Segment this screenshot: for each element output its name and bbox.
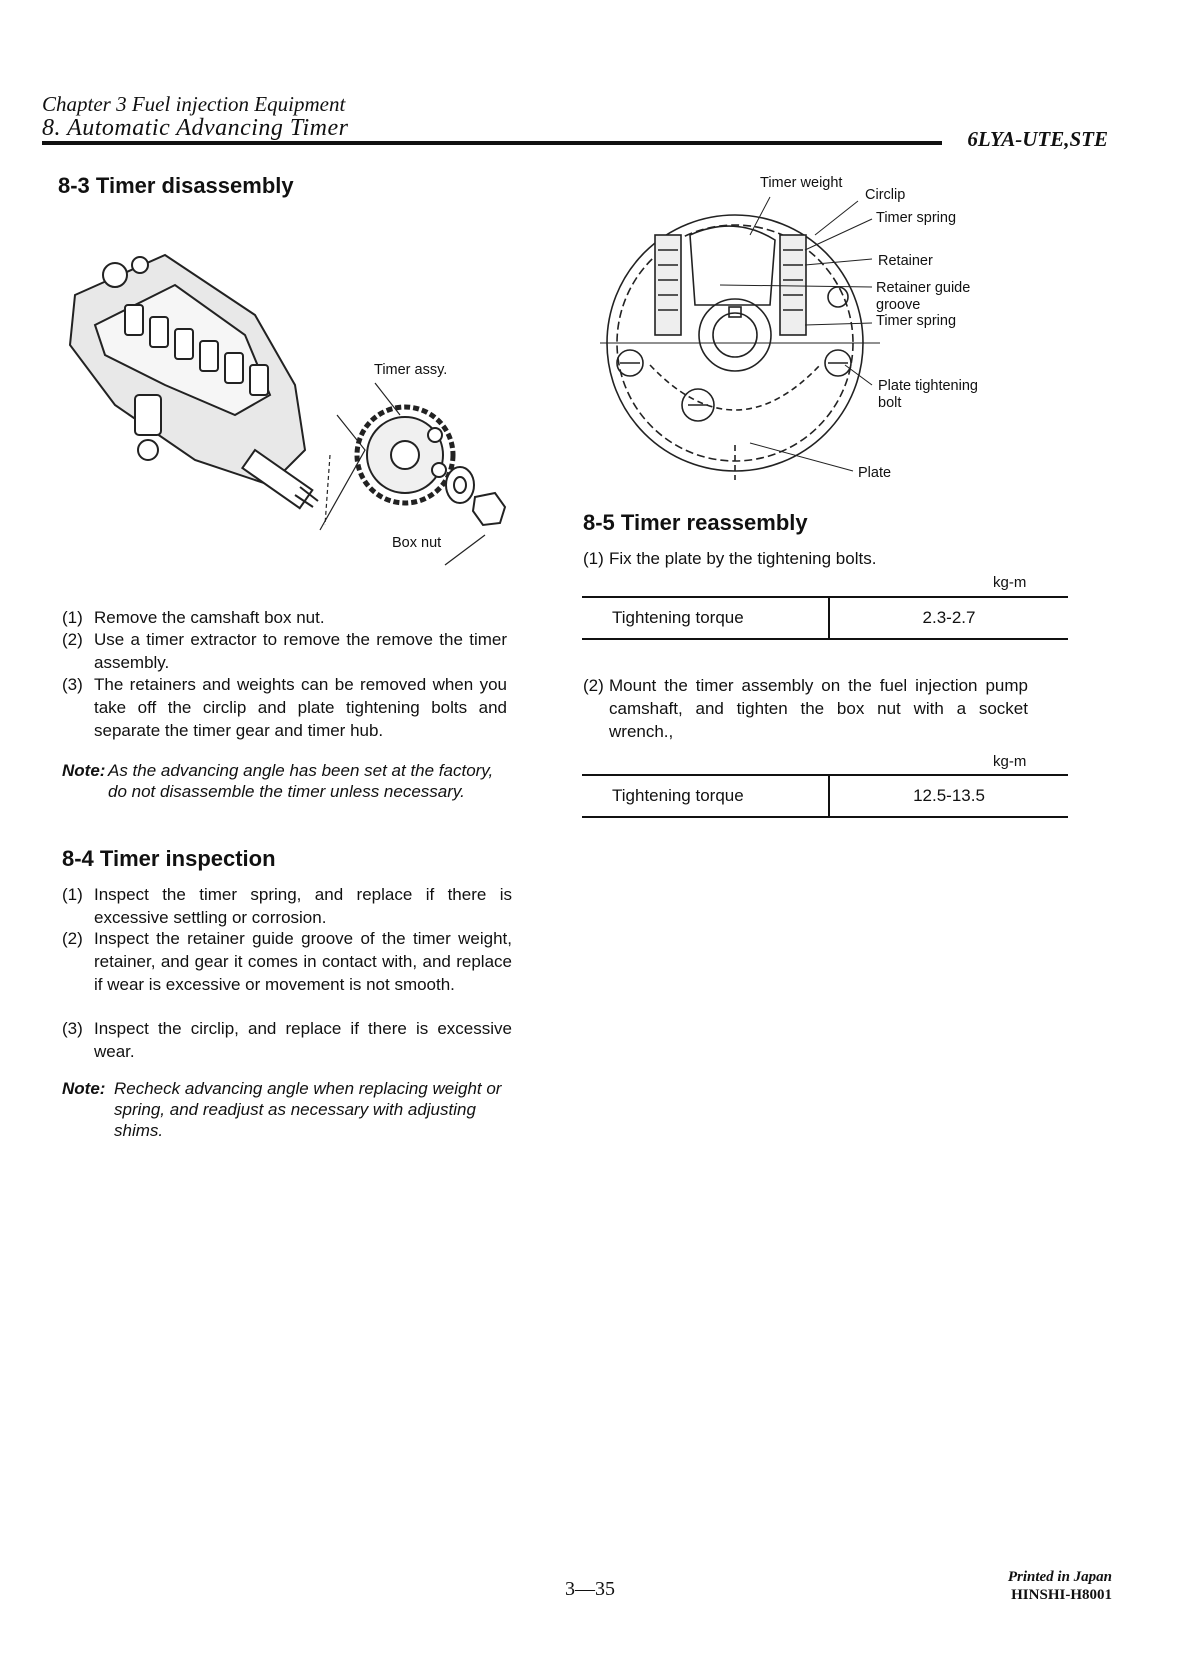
s83-step-1 [62, 606, 507, 629]
doc-code: HINSHI-H8001 [1011, 1587, 1112, 1603]
note-text: Recheck advancing angle when replacing weight or spring, and readjust as necessary with adjusting shims. [114, 1079, 502, 1140]
step-text: Inspect the circlip, and replace if there is excessive wear. [94, 1019, 512, 1061]
label-timer-spring-2: Timer spring [876, 313, 957, 329]
label-timer-weight: Timer weight [760, 175, 843, 191]
step-text: Inspect the timer spring, and replace if there is excessive settling or corrosion. [94, 885, 512, 927]
label-timer-assy: Timer assy. [374, 362, 448, 378]
timer-section-figure [600, 195, 880, 495]
step-number: (3) [62, 1019, 83, 1038]
step-text: Remove the camshaft box nut. [94, 608, 325, 627]
label-box-nut: Box nut [392, 535, 442, 551]
pump-timer-figure [55, 235, 555, 595]
s83-step-2 [62, 628, 507, 674]
s83-step-3 [62, 673, 507, 742]
s84-step-3 [62, 1017, 512, 1063]
unit-label-2: kg-m [993, 753, 1027, 770]
label-timer-spring-1: Timer spring [876, 210, 957, 226]
s85-step-1 [583, 547, 1028, 570]
printed-in: Printed in Japan [1007, 1569, 1112, 1585]
torque-table-1 [582, 596, 1068, 640]
heading-8-5: 8-5 Timer reassembly [583, 510, 808, 535]
label-retainer: Retainer [878, 253, 933, 269]
step-text: Fix the plate by the tightening bolts. [609, 549, 877, 568]
step-number: (3) [62, 675, 83, 694]
step-text: The retainers and weights can be removed when you take off the circlip and plate tightening bolts and separate the timer gear and timer hub. [94, 675, 507, 740]
section-title: 8. Automatic Advancing Timer [42, 115, 349, 141]
label-line: bolt [878, 395, 902, 411]
label-line: Retainer guide [876, 280, 971, 296]
step-number: (2) [583, 676, 604, 695]
step-number: (1) [583, 549, 604, 568]
s85-step-2 [583, 674, 1028, 743]
note-label: Note: [62, 761, 106, 780]
s84-step-1 [62, 883, 512, 929]
torque-value: 12.5-13.5 [829, 775, 1068, 817]
heading-8-3: 8-3 Timer disassembly [58, 173, 294, 198]
step-number: (1) [62, 885, 83, 904]
s84-step-2 [62, 927, 512, 996]
header-rule [42, 141, 942, 145]
model-label: 6LYA-UTE,STE [967, 127, 1108, 151]
step-text: Mount the timer assembly on the fuel injection pump camshaft, and tighten the box nut with a socket wrench., [609, 676, 1028, 741]
s84-note [62, 1078, 512, 1141]
torque-table-2 [582, 774, 1068, 818]
step-number: (1) [62, 608, 83, 627]
label-retainer-guide-groove [876, 280, 970, 314]
step-number: (2) [62, 929, 83, 948]
torque-label: Tightening torque [582, 597, 829, 639]
label-line: groove [876, 297, 921, 313]
heading-8-4: 8-4 Timer inspection [62, 846, 276, 871]
note-label: Note: [62, 1079, 106, 1098]
unit-label-1: kg-m [993, 574, 1027, 591]
page-number: 3—35 [565, 1578, 615, 1600]
torque-value: 2.3-2.7 [829, 597, 1068, 639]
chapter-title: Chapter 3 Fuel injection Equipment [42, 92, 346, 116]
label-circlip: Circlip [865, 187, 906, 203]
step-text: Use a timer extractor to remove the remove the timer assembly. [94, 630, 507, 672]
label-plate: Plate [858, 465, 892, 481]
torque-label: Tightening torque [582, 775, 829, 817]
s83-note [62, 760, 512, 802]
step-number: (2) [62, 630, 83, 649]
label-line: Plate tightening [878, 378, 978, 394]
step-text: Inspect the retainer guide groove of the timer weight, retainer, and gear it comes in contact with, and replace if wear is excessive or movement is not smooth. [94, 929, 512, 994]
note-text: As the advancing angle has been set at the factory, do not disassemble the timer unless necessary. [108, 761, 494, 801]
label-plate-bolt [878, 378, 978, 412]
